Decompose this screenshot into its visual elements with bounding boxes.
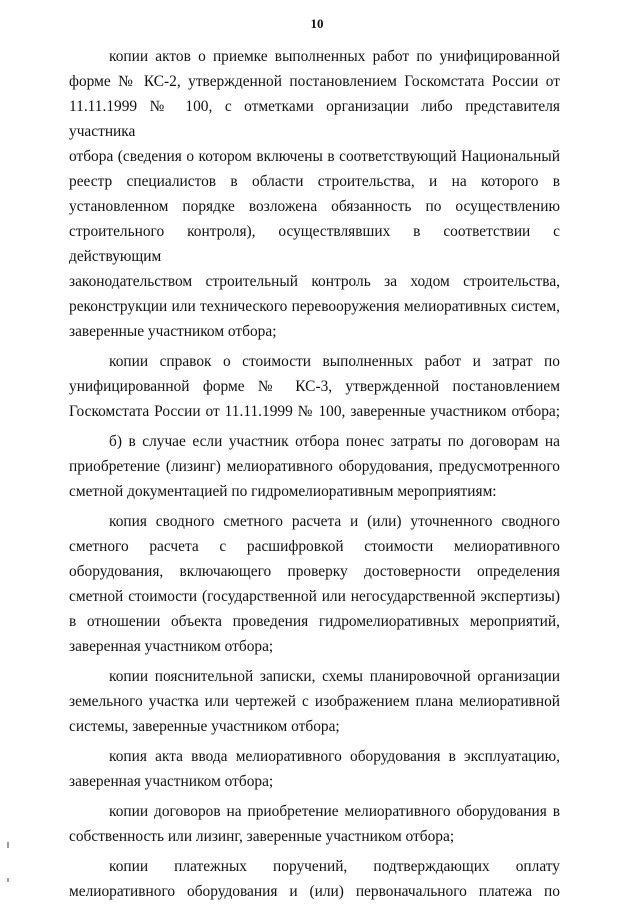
scan-mark: [7, 842, 9, 848]
text-line: сметной стоимости (государственной или негосударственной экспертизы): [69, 588, 560, 605]
text-line: строительного контроля), осуществлявших в соответствии с действующим: [69, 223, 560, 265]
text-line: системы, заверенные участником отбора;: [69, 718, 340, 735]
text-line: копия акта ввода мелиоративного оборудования в эксплуатацию,: [109, 748, 560, 765]
text-line: земельного участка или чертежей с изображением плана мелиоративной: [69, 693, 560, 710]
text-line: законодательством строительный контроль за ходом строительства,: [69, 273, 560, 290]
text-line: реестр специалистов в области строительства, и на которого в: [69, 173, 560, 190]
text-line: заверенная участником отбора;: [69, 638, 274, 655]
text-line: копии актов о приемке выполненных работ по унифицированной: [109, 48, 560, 65]
text-line: установленном порядке возложена обязанность по осуществлению: [69, 198, 560, 215]
paragraph-purchase-contracts: [69, 799, 560, 849]
text-line: заверенная участником отбора;: [69, 773, 274, 790]
text-line: копии пояснительной записки, схемы планировочной организации: [109, 668, 560, 685]
text-line: копии справок о стоимости выполненных работ и затрат по: [109, 353, 560, 370]
text-line: Госкомстата России от 11.11.1999 № 100, заверенные участником отбора;: [69, 403, 560, 420]
text-line: сметного расчета с расшифровкой стоимости мелиоративного: [69, 538, 560, 555]
text-line: оборудования, включающего проверку достоверности определения: [69, 563, 560, 580]
page-number: 10: [310, 16, 324, 31]
paragraph-certificates-ks3: [69, 349, 560, 424]
text-line: сметной документацией по гидромелиоративным мероприятиям:: [69, 483, 497, 500]
text-line: б) в случае если участник отбора понес затраты по договорам на: [109, 433, 560, 450]
text-line: приобретение (лизинг) мелиоративного оборудования, предусмотренного: [69, 458, 560, 475]
text-line: в отношении объекта проведения гидромелиоративных мероприятий,: [69, 613, 560, 630]
text-line: заверенные участником отбора;: [69, 323, 277, 340]
document-body: [69, 44, 560, 909]
text-line: форме № КС-2, утвержденной постановлением Госкомстата России от: [69, 73, 560, 90]
paragraph-payment-orders: [69, 854, 560, 904]
paragraph-commissioning-act: [69, 744, 560, 794]
text-line: отбора (сведения о котором включены в соответствующий Национальный: [69, 148, 560, 165]
paragraph-summary-estimate: [69, 509, 560, 659]
paragraph-acts-ks2: [69, 44, 560, 344]
scan-mark: [7, 878, 9, 882]
text-line: 11.11.1999 № 100, с отметками организации либо представителя участника: [69, 98, 560, 140]
paragraph-explanatory-note: [69, 664, 560, 739]
text-line: унифицированной форме № КС-3, утвержденной постановлением: [69, 378, 560, 395]
text-line: собственность или лизинг, заверенные участником отбора;: [69, 828, 455, 845]
paragraph-item-b: [69, 429, 560, 504]
text-line: копии договоров на приобретение мелиоративного оборудования в: [109, 803, 560, 820]
text-line: мелиоративного оборудования и (или) первоначального платежа по: [69, 883, 560, 900]
text-line: реконструкции или технического перевооружения мелиоративных систем,: [69, 298, 560, 315]
text-line: копии платежных поручений, подтверждающих оплату: [109, 858, 560, 875]
text-line: копия сводного сметного расчета и (или) уточненного сводного: [109, 513, 560, 530]
